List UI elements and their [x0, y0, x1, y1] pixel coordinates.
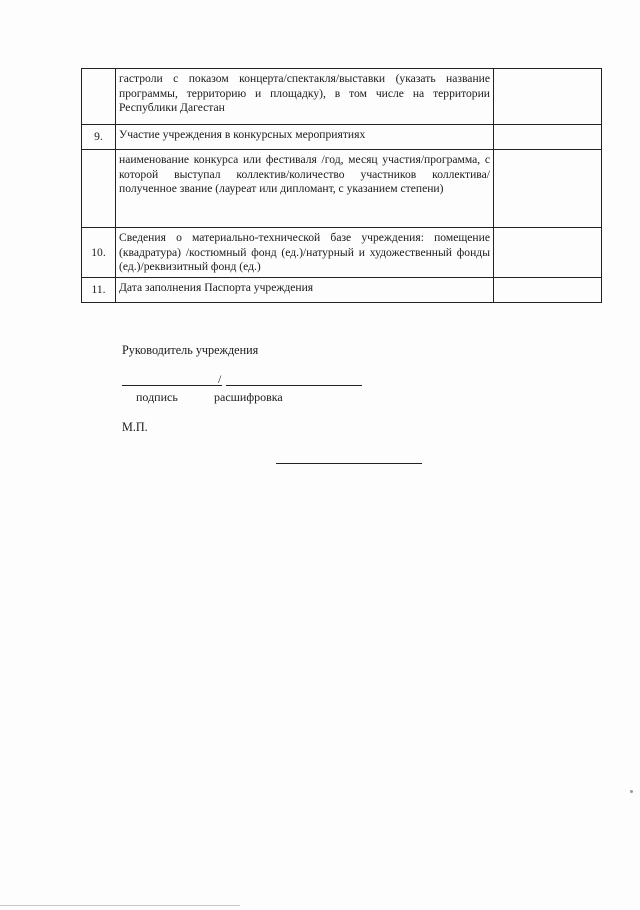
row-number [82, 69, 116, 125]
row-description: Сведения о материально-технической базе учреждения: помещение (квадратура) /костюмный фонд (ед.)/натурный и художественный фонды (ед.)/реквизитный фонд (ед.) [116, 228, 494, 278]
scan-edge-line [0, 905, 240, 906]
table-row [82, 278, 602, 303]
row-value-cell [494, 278, 602, 303]
table-row [82, 228, 602, 278]
row-value-cell [494, 125, 602, 150]
row-number: 11. [82, 278, 116, 303]
row-description: Дата заполнения Паспорта учреждения [116, 278, 494, 303]
table-row [82, 150, 602, 228]
row-number: 10. [82, 228, 116, 278]
decoding-caption: расшифровка [214, 390, 283, 404]
table-row [82, 69, 602, 125]
row-value-cell [494, 228, 602, 278]
row-description: гастроли с показом концерта/спектакля/выставки (указать название программы, территорию и площадку), в том числе на территории Республики Дагестан [116, 69, 494, 125]
row-number: 9. [82, 125, 116, 150]
stamp-place-label: М.П. [122, 420, 148, 434]
decoding-line [226, 385, 362, 386]
row-value-cell [494, 69, 602, 125]
table-row [82, 125, 602, 150]
signature-caption: подпись [136, 390, 178, 404]
row-description: Участие учреждения в конкурсных мероприятиях [116, 125, 494, 150]
head-of-institution-label: Руководитель учреждения [122, 343, 259, 357]
passport-table [81, 68, 602, 303]
row-value-cell [494, 150, 602, 228]
signature-line [122, 385, 222, 386]
row-number [82, 150, 116, 228]
row-description: наименование конкурса или фестиваля /год, месяц участия/программа, с которой выступал коллектив/количество участников коллектива/полученное звание (лауреат или дипломант, с указанием степени) [116, 150, 494, 228]
bottom-divider-line [276, 463, 422, 464]
scan-speck [630, 790, 633, 793]
signature-separator: / [218, 372, 222, 386]
